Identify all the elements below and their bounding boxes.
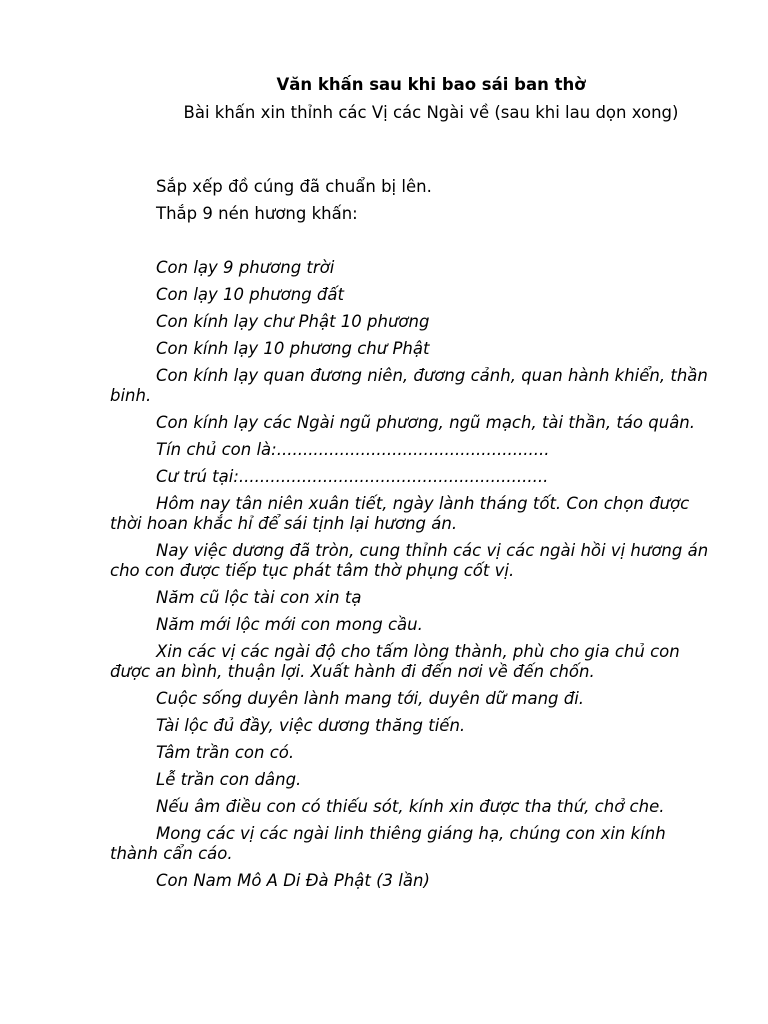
prayer-line: Tín chủ con là:.................................................... — [156, 440, 550, 459]
prayer-line: Xin các vị các ngài độ cho tấm lòng thành, phù cho gia chủ con được an bình, thuận lợi. Xuất hành đi đến nơi về đến chốn. — [110, 642, 680, 681]
prayer-line: Con Nam Mô A Di Đà Phật (3 lần) — [156, 871, 430, 890]
prayer-line: Nếu âm điều con có thiếu sót, kính xin được tha thứ, chở che. — [156, 797, 665, 816]
prayer-section — [110, 258, 710, 898]
prayer-line: Hôm nay tân niên xuân tiết, ngày lành tháng tốt. Con chọn được thời hoan khắc hỉ để sái tịnh lại hương án. — [110, 494, 690, 533]
prayer-line: Con kính lạy chư Phật 10 phương — [156, 312, 430, 331]
prayer-line: Con kính lạy các Ngài ngũ phương, ngũ mạch, tài thần, táo quân. — [156, 413, 696, 432]
prayer-line: Cư trú tại:........................................................... — [156, 467, 549, 486]
intro-line: Thắp 9 nén hương khấn: — [156, 204, 358, 223]
prayer-line: Tài lộc đủ đầy, việc dương thăng tiến. — [156, 716, 466, 735]
prayer-line: Con kính lạy 10 phương chư Phật — [156, 339, 430, 358]
document-title: Văn khấn sau khi bao sái ban thờ — [276, 75, 586, 94]
prayer-line: Con lạy 9 phương trời — [156, 258, 335, 277]
prayer-line: Năm mới lộc mới con mong cầu. — [156, 615, 423, 634]
document-subtitle: Bài khấn xin thỉnh các Vị các Ngài về (sau khi lau dọn xong) — [183, 103, 679, 122]
intro-line: Sắp xếp đồ cúng đã chuẩn bị lên. — [156, 177, 432, 196]
prayer-line: Cuộc sống duyên lành mang tới, duyên dữ mang đi. — [156, 689, 585, 708]
prayer-line: Mong các vị các ngài linh thiêng giáng hạ, chúng con xin kính thành cẩn cáo. — [110, 824, 666, 863]
prayer-line: Con kính lạy quan đương niên, đương cảnh, quan hành khiển, thần binh. — [110, 366, 708, 405]
prayer-line: Con lạy 10 phương đất — [156, 285, 344, 304]
prayer-line: Lễ trần con dâng. — [156, 770, 302, 789]
prayer-line: Tâm trần con có. — [156, 743, 295, 762]
prayer-line: Nay việc dương đã tròn, cung thỉnh các vị các ngài hồi vị hương án cho con được tiếp tục phát tâm thờ phụng cốt vị. — [110, 541, 709, 580]
prayer-line: Năm cũ lộc tài con xin tạ — [156, 588, 362, 607]
intro-section — [110, 177, 710, 231]
